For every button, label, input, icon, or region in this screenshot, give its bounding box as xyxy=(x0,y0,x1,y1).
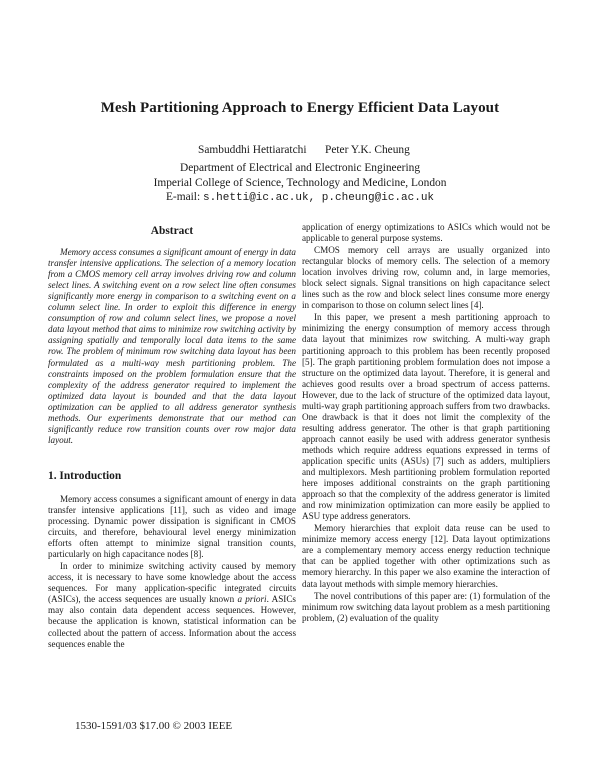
abstract-text: Memory access consumes a significant amount of energy in data transfer intensive applications. The selection of a memory location from a CMOS memory cell array involves driving row and column select lines. A switching event on a row select line often consumes significantly more energy in comparison to a switching event on a column select line. In order to exploit this difference in energy consumption of row and column select lines, we propose a novel data layout method that aims to minimize row switching activity by assigning spatially and temporally local data items to the same row. The problem of minimum row switching data layout has been formulated as a multi-way mesh partitioning problem. The constraints imposed on the problem formulation ensure that the complexity of the address generator required to implement the optimized data layout is bounded and that the data layout optimization can be applied to all address generator synthesis methods. Our experiments demonstrate that our method can significantly reduce row transition counts over row major data layout. xyxy=(48,247,296,445)
email-addresses[interactable]: s.hetti@ic.ac.uk, p.cheung@ic.ac.uk xyxy=(202,192,435,204)
affiliation-department: Department of Electrical and Electronic Engineering xyxy=(179,162,421,174)
copyright-footer: 1530-1591/03 $17.00 © 2003 IEEE xyxy=(75,720,233,732)
email-label: E-mail: xyxy=(165,191,201,203)
body-paragraph: Memory hierarchies that exploit data reuse can be used to minimize memory access energy [12]. Data layout optimizations are a complementary memory access energy reduction technique that can be applied together with other optimizations such as memory hierarchy. In this paper we also examine the interaction of data layout methods with simple memory hierarchies. xyxy=(302,523,550,589)
body-paragraph: Memory access consumes a significant amount of energy in data transfer intensive applications [11], such as video and image processing. Dynamic power dissipation is significant in CMOS circuits, and therefore, behavioural level energy minimization efforts often attempt to minimize signal transition counts, particularly on high capacitance nodes [8]. xyxy=(48,493,296,560)
right-column xyxy=(302,222,550,624)
body-paragraph: application of energy optimizations to ASICs which would not be applicable to general purpose systems. xyxy=(302,222,550,244)
section-heading-introduction: 1. Introduction xyxy=(48,469,122,482)
email-line xyxy=(0,191,600,204)
affiliation-college: Imperial College of Science, Technology and Medicine, London xyxy=(153,177,447,189)
paper-title: Mesh Partitioning Approach to Energy Efficient Data Layout xyxy=(100,100,500,116)
body-paragraph: The novel contributions of this paper are: (1) formulation of the minimum row switching data layout problem as a mesh partitioning problem, (2) evaluation of the quality xyxy=(302,590,550,623)
body-paragraph: CMOS memory cell arrays are usually organized into rectangular blocks of memory cells. The selection of a memory location involves driving row, column and, in large memories, block select signals. Signal transitions on high capacitance select lines such as the row and block select lines consume more energy in comparison to those on column select lines [4]. xyxy=(302,245,550,311)
left-column xyxy=(48,222,296,650)
body-paragraph: In order to minimize switching activity caused by memory access, it is necessary to have some knowledge about the access sequences. For many application-specific integrated circuits (ASICs), the access sequences are usually known a priori. ASICs may also contain data dependent access sequences. However, because the application is known, statistical information can be collected about the pattern of access. Information about the access sequences enable the xyxy=(48,561,296,649)
author-name: Sambuddhi Hettiaratchi xyxy=(198,144,307,156)
abstract-heading: Abstract xyxy=(150,225,194,237)
author-name: Peter Y.K. Cheung xyxy=(325,144,410,156)
body-paragraph: In this paper, we present a mesh partitioning approach to minimizing the energy consumption of memory access through data layout that minimizes row switching. A multi-way graph partitioning approach to this problem has been recently proposed [5]. The graph partitioning problem formulation does not impose a structure on the optimized data layout. Therefore, it is general and achieves good results over a broad spectrum of access patterns. However, due to the lack of structure of the optimized data layout, multi-way graph partitioning approach suffers from two drawbacks. One drawback is that it does not limit the complexity of the resulting address generator. The other is that graph partitioning approach cannot easily be used with address generator synthesis methods which require address equations expressed in terms of application specific units (ASUs) [7] such as adders, multipliers and multiplexors. Mesh partitioning problem formulation reported here imposes additional constraints on the graph partitioning approach so that the complexity of the address generator is limited and row minimization optimization can more easily be applied to ASU type address generators. xyxy=(302,312,550,522)
